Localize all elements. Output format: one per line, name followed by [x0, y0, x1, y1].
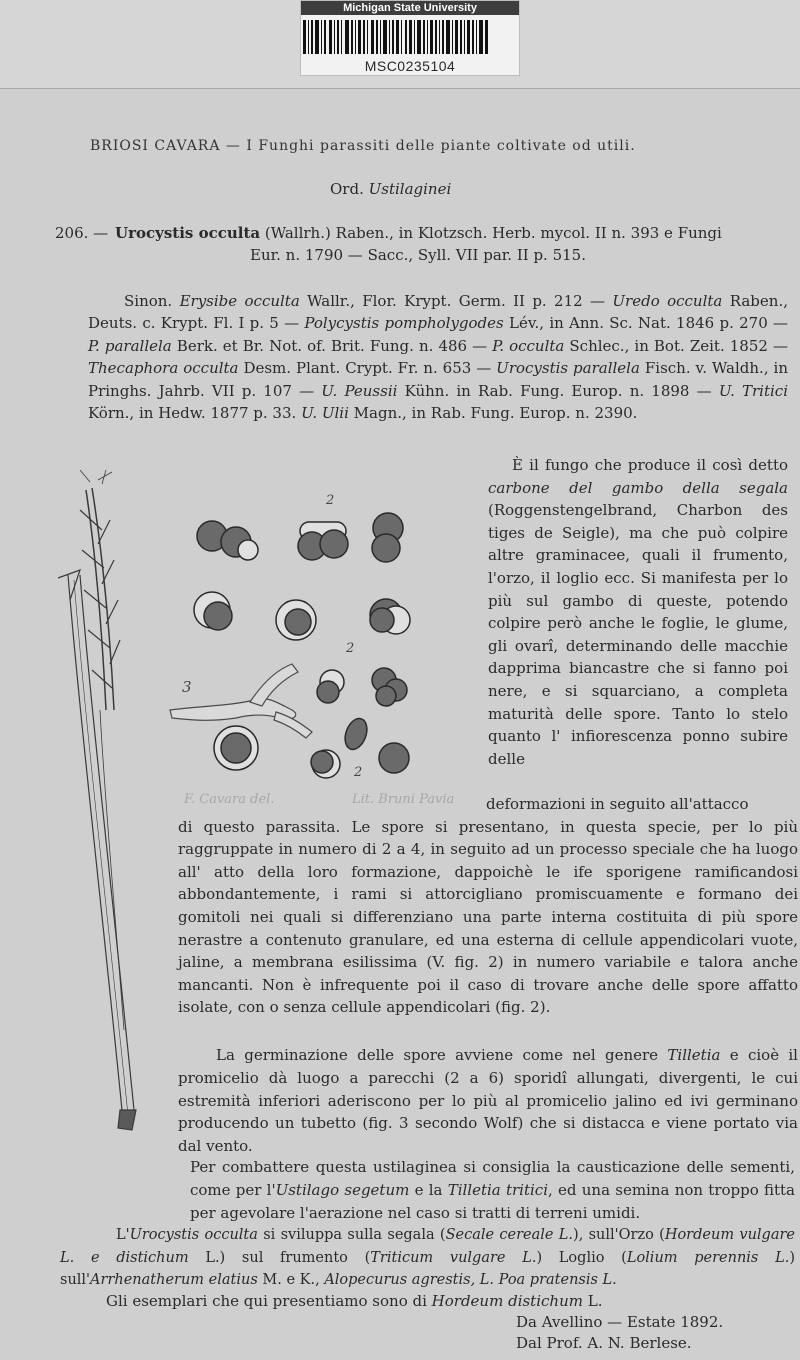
institution-name: Michigan State University: [301, 1, 519, 15]
hosts-text: ) Loglio (: [536, 1249, 627, 1266]
germ-text: La germinazione delle spore avviene come nel genere: [216, 1046, 668, 1064]
collector-signature: [516, 1312, 723, 1354]
syn-text: Schlec., in Bot. Zeit. 1852 —: [564, 336, 788, 355]
spore-cluster: [341, 716, 371, 753]
syn-text: Lév., in Ann. Sc. Nat. 1846 p. 270 —: [503, 314, 788, 333]
synonyms-paragraph: [88, 290, 788, 424]
specimen-text: L.: [582, 1292, 603, 1310]
syn-taxon: Thecaphora occulta: [88, 359, 239, 378]
barcode: [301, 20, 491, 54]
syn-taxon: P. parallela: [88, 336, 172, 355]
entry-line-2: Eur. n. 1790 — Sacc., Syll. VII par. II p. 515.: [250, 246, 586, 264]
order-line: [330, 180, 451, 198]
order-prefix: Ord.: [330, 180, 364, 198]
syn-text: Desm. Plant. Crypt. Fr. n. 653 —: [238, 359, 497, 378]
desc-emphasis: carbone del gambo della segala: [488, 478, 788, 497]
spore-cluster: [276, 600, 316, 640]
syn-text: Kühn. in Rab. Fung. Europ. n. 1898 —: [397, 381, 719, 400]
spore-cluster: [379, 743, 409, 773]
grass-stem-illustration: [58, 470, 136, 1130]
hosts-taxon: Triticum vulgare L.: [370, 1249, 537, 1266]
hosts-taxon: Lolium perennis L.: [626, 1249, 790, 1266]
entry-number: 206. —: [55, 224, 109, 242]
herbarium-barcode-label: [300, 0, 520, 76]
hosts-text: M. e K.,: [257, 1272, 325, 1289]
syn-text: Magn., in Rab. Fung. Europ. n. 2390.: [348, 404, 638, 423]
control-text: , ed una semina non troppo fitta per agevolare l'aerazione nel caso si tratti di terreni umidi.: [190, 1180, 796, 1222]
syn-taxon: P. occulta: [492, 336, 565, 355]
species-entry: [55, 222, 795, 266]
germination-paragraph: [178, 1044, 798, 1158]
figure-label-2: 2: [326, 493, 335, 508]
syn-taxon: Erysibe occulta: [179, 292, 300, 310]
spore-cluster: [194, 592, 232, 630]
page-header: BRIOSI CAVARA — I Funghi parassiti delle piante coltivate od utili.: [90, 138, 636, 154]
syn-text: Körn., in Hedw. 1877 p. 33.: [88, 404, 302, 423]
spore-cluster: [197, 521, 258, 560]
germ-text: e cioè il promicelio dà luogo a parecchi (2 a 6) sporidî allungati, divergenti, le cui estremità inferiori aderiscono per lo più al promicelio jalino ed ivi germinano producendo un tubetto (fig. 3 secondo Wolf) che si distacca e viene portato via dal vento.: [178, 1046, 798, 1156]
syn-text: Raben., Deuts. c. Krypt. Fl. I p. 5 —: [88, 292, 788, 333]
figure-label-2: 2: [346, 641, 355, 656]
control-text: e la: [409, 1180, 448, 1199]
syn-text: Berk. et Br. Not. of. Brit. Fung. n. 486 —: [171, 336, 493, 355]
spore-cluster: [298, 522, 348, 560]
hosts-taxon: Urocystis occulta: [129, 1227, 258, 1243]
hosts-taxon: Arrhenatherum elatius: [90, 1272, 258, 1289]
spore-cluster: [214, 726, 258, 770]
hosts-text: L': [116, 1227, 130, 1243]
spore-cluster: [372, 513, 403, 562]
desc-text: (Roggenstengelbrand, Charbon des tiges de Seigle), ma che può colpire altre graminacee, quali il frumento, l'orzo, il loglio ecc. Si manifesta per lo più sul gambo di queste, potendo colpire però anche le foglie, le glume, gli ovarî, determinando delle macchie dapprima biancastre che si fanno poi nere, e si squarciano, a completa maturità delle spore. Tanto lo stelo quanto l' infiorescenza ponno subire delle: [488, 501, 788, 768]
hosts-text: ) sull': [60, 1249, 795, 1289]
description-right-column: [488, 454, 788, 770]
collection-place-date: Da Avellino — Estate 1892.: [516, 1313, 724, 1331]
germ-taxon: Tilletia: [667, 1046, 721, 1064]
entry-citation: (Wallrh.) Raben., in Klotzsch. Herb. mycol. II n. 393 e Fungi: [260, 224, 722, 242]
syn-taxon: Urocystis parallela: [496, 359, 640, 378]
hosts-text: ), sull'Orzo (: [573, 1227, 665, 1243]
control-taxon: Ustilago segetum: [275, 1180, 410, 1199]
spore-cluster: [372, 668, 407, 706]
specimen-text: Gli esemplari che qui presentiamo sono di: [106, 1292, 432, 1310]
hosts-text: si sviluppa sulla segala (: [257, 1227, 446, 1243]
syn-taxon: U. Ulii: [301, 404, 349, 423]
figure-label-2: 2: [354, 765, 363, 780]
syn-text: Fisch. v. Waldh., in Pringhs. Jahrb. VII p. 107 —: [88, 359, 788, 400]
syn-taxon: U. Tritici: [718, 381, 789, 400]
syn-text: Sinon.: [124, 292, 173, 310]
barcode-id: MSC0235104: [364, 58, 456, 74]
hosts-text: L.) sul frumento (: [188, 1249, 371, 1266]
syn-text: Wallr., Flor. Krypt. Germ. II p. 212 —: [299, 292, 613, 310]
control-paragraph: [60, 1156, 795, 1224]
hosts-paragraph: [60, 1224, 795, 1292]
spore-cluster: [317, 670, 344, 703]
collector-name: Dal Prof. A. N. Berlese.: [516, 1334, 692, 1352]
syn-taxon: Uredo occulta: [612, 292, 723, 310]
desc-text: È il fungo che produce il così detto: [512, 456, 788, 474]
entry-line-1: [55, 222, 795, 244]
desc-paragraph: di questo parassita. Le spore si presentano, in questa specie, per lo più raggruppate in numero di 2 a 4, in seguito ad un processo speciale che ha luogo all' atto della loro formazione, dappoichè le ife sporigene ramificandosi abbondantemente, i rami si attorcigliano promiscuamente e formano dei gomitoli nei quali si differenziano una parte interna costituita di più spore nerastre a contenuto granulare, ed una esterna di cellule appendicolari vuote, jaline, a membrana esilissima (V. fig. 2) in numero variabile e talora anche mancanti. Non è infrequente poi il caso di trovare anche delle spore affatto isolate, con o senza cellule appendicolari (fig. 2).: [178, 817, 798, 1017]
control-text: Per combattere questa ustilaginea si consiglia la causticazione delle sementi, come per l': [190, 1158, 795, 1199]
illustrator-credit: F. Cavara del.: [184, 792, 275, 807]
desc-continuation: deformazioni in seguito all'attacco: [486, 795, 749, 813]
specimen-taxon: Hordeum distichum: [431, 1292, 583, 1310]
specimen-note: [106, 1290, 796, 1312]
lithographer-credit: Lit. Bruni Pavia: [352, 792, 455, 807]
syn-taxon: U. Peussii: [321, 381, 398, 400]
syn-taxon: Polycystis pompholygodes: [304, 314, 504, 333]
order-name: Ustilaginei: [368, 180, 452, 198]
hosts-taxon: Alopecurus agrestis, L. Poa pratensis L.: [324, 1272, 617, 1289]
spore-cluster: [311, 750, 340, 778]
hosts-taxon: Hordeum vulgare L. e distichum: [60, 1227, 795, 1266]
spore-cluster: [370, 599, 410, 634]
hosts-taxon: Secale cereale L.: [445, 1227, 574, 1243]
figure-label-3: 3: [182, 678, 192, 696]
control-taxon: Tilletia tritici: [447, 1180, 549, 1199]
description-body: [178, 793, 798, 1019]
description-text: [488, 454, 788, 770]
species-name: Urocystis occulta: [115, 224, 261, 242]
